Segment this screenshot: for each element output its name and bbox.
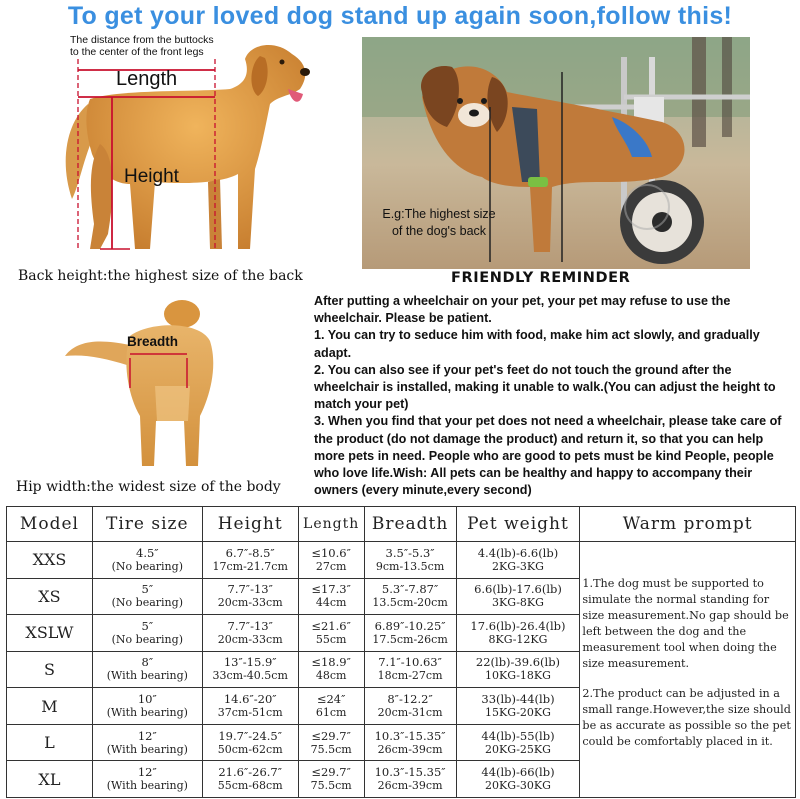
length-in: ≤18.9″ <box>311 655 351 670</box>
height-in: 21.6″-26.7″ <box>218 765 283 780</box>
tire-size: 8″ <box>141 655 154 670</box>
header-warm-prompt: Warm prompt <box>580 507 796 542</box>
photo-measure-note <box>364 206 514 240</box>
weight-cell <box>456 578 580 615</box>
length-cell <box>298 651 364 688</box>
breadth-in: 7.1″-10.63″ <box>378 655 442 670</box>
length-cell <box>298 615 364 652</box>
measure-note-line-1: The distance from the buttocks <box>70 34 214 46</box>
tire-cell <box>92 688 202 725</box>
model-cell: XS <box>7 578 93 615</box>
warm-prompt-1: 1.The dog must be supported to simulate the normal standing for size measurement.No gap should be left between the dog and the measurement tool when doing the size measurement. <box>582 576 789 670</box>
length-cm: 75.5cm <box>310 779 352 793</box>
length-cm: 48cm <box>315 669 347 683</box>
reminder-paragraph: After putting a wheelchair on your pet, your pet may refuse to use the wheelchair. Please be patient. <box>314 294 731 326</box>
length-cm: 27cm <box>315 559 347 573</box>
header-tire-size: Tire size <box>92 507 202 542</box>
breadth-cell <box>364 542 456 579</box>
reminder-text <box>314 293 792 499</box>
model-cell: M <box>7 688 93 725</box>
tire-bearing: (No bearing) <box>111 596 183 610</box>
height-in: 7.7″-13″ <box>227 618 273 633</box>
weight-kg: 3KG-8KG <box>492 596 544 610</box>
tire-bearing: (No bearing) <box>111 632 183 646</box>
weight-cell <box>456 761 580 798</box>
weight-kg: 2KG-3KG <box>492 559 544 573</box>
breadth-in: 10.3″-15.35″ <box>374 728 446 743</box>
model-cell: XXS <box>7 542 93 579</box>
breadth-cell <box>364 724 456 761</box>
tire-bearing: (No bearing) <box>111 559 183 573</box>
reminder-paragraph: 2. You can also see if your pet's feet do not touch the ground after the wheelchair is installed, making it unable to walk.(You can adjust the height to match your pet) <box>314 362 776 412</box>
breadth-cell <box>364 578 456 615</box>
height-cell <box>202 651 298 688</box>
weight-lb: 44(lb)-66(lb) <box>481 765 555 780</box>
height-cell <box>202 578 298 615</box>
weight-lb: 22(lb)-39.6(lb) <box>475 655 561 670</box>
header-breadth: Breadth <box>364 507 456 542</box>
weight-lb: 17.6(lb)-26.4(lb) <box>470 618 566 633</box>
height-cell <box>202 724 298 761</box>
header-pet-weight: Pet weight <box>456 507 580 542</box>
header-length: Length <box>298 507 364 542</box>
breadth-in: 10.3″-15.35″ <box>374 765 446 780</box>
size-table <box>6 506 796 798</box>
height-in: 19.7″-24.5″ <box>218 728 283 743</box>
length-in: ≤29.7″ <box>311 728 351 743</box>
weight-lb: 44(lb)-55(lb) <box>481 728 555 743</box>
length-cm: 55cm <box>315 632 347 646</box>
weight-lb: 33(lb)-44(lb) <box>481 692 555 707</box>
breadth-cm: 26cm-39cm <box>377 742 443 756</box>
weight-cell <box>456 615 580 652</box>
reminder-title: FRIENDLY REMINDER <box>451 270 631 286</box>
height-cell <box>202 688 298 725</box>
tire-cell <box>92 651 202 688</box>
tire-size: 5″ <box>141 582 154 597</box>
model-cell: XL <box>7 761 93 798</box>
tire-size: 12″ <box>137 728 157 743</box>
tire-bearing: (With bearing) <box>106 706 188 720</box>
weight-cell <box>456 724 580 761</box>
model-cell: L <box>7 724 93 761</box>
warm-prompt-cell <box>580 542 796 798</box>
photo-note-line-1: E.g:The highest size <box>382 207 496 221</box>
height-cm: 17cm-21.7cm <box>212 559 288 573</box>
tire-bearing: (With bearing) <box>106 779 188 793</box>
reminder-paragraph: 3. When you find that your pet does not need a wheelchair, please take care of the product (do not damage the product) and return it, so that you can help more pets in need. People who are good to pets must be kind People, people who love life.Wish: All pets can be healthy and happy to accompany their owners (every minute,every second) <box>314 414 782 498</box>
breadth-cell <box>364 651 456 688</box>
weight-lb: 4.4(lb)-6.6(lb) <box>477 545 559 560</box>
height-cm: 55cm-68cm <box>217 779 283 793</box>
length-cell <box>298 542 364 579</box>
tire-cell <box>92 578 202 615</box>
length-label: Length <box>116 68 178 90</box>
weight-kg: 8KG-12KG <box>488 632 548 646</box>
tire-bearing: (With bearing) <box>106 742 188 756</box>
dog-rear-view-illustration <box>60 296 220 476</box>
length-in: ≤21.6″ <box>311 618 351 633</box>
breadth-cell <box>364 688 456 725</box>
weight-kg: 10KG-18KG <box>485 669 551 683</box>
breadth-in: 6.89″-10.25″ <box>374 618 446 633</box>
weight-lb: 6.6(lb)-17.6(lb) <box>474 582 562 597</box>
length-cell <box>298 688 364 725</box>
photo-note-line-2: of the dog's back <box>391 224 487 238</box>
header-height: Height <box>202 507 298 542</box>
length-cell <box>298 724 364 761</box>
height-cell <box>202 542 298 579</box>
height-in: 7.7″-13″ <box>227 582 273 597</box>
height-cm: 20cm-33cm <box>217 632 283 646</box>
breadth-in: 5.3″-7.87″ <box>381 582 439 597</box>
header-model: Model <box>7 507 93 542</box>
measure-note-line-2: to the center of the front legs <box>70 46 204 58</box>
length-cell <box>298 578 364 615</box>
height-cell <box>202 761 298 798</box>
weight-cell <box>456 542 580 579</box>
breadth-in: 3.5″-5.3″ <box>385 545 435 560</box>
breadth-cell <box>364 615 456 652</box>
tire-size: 12″ <box>137 765 157 780</box>
height-cm: 20cm-33cm <box>217 596 283 610</box>
reminder-paragraph: 1. You can try to seduce him with food, make him act slowly, and gradually adapt. <box>314 328 760 360</box>
back-height-caption: Back height:the highest size of the back <box>18 268 303 284</box>
length-in: ≤17.3″ <box>311 582 351 597</box>
height-in: 6.7″-8.5″ <box>225 545 275 560</box>
length-in: ≤29.7″ <box>311 765 351 780</box>
tire-bearing: (With bearing) <box>106 669 188 683</box>
tire-cell <box>92 615 202 652</box>
height-label: Height <box>124 166 179 187</box>
breadth-label: Breadth <box>127 334 179 349</box>
length-cm: 44cm <box>315 596 347 610</box>
tire-size: 10″ <box>137 692 157 707</box>
tire-cell <box>92 761 202 798</box>
breadth-cm: 17.5cm-26cm <box>372 632 448 646</box>
tire-size: 4.5″ <box>136 545 159 560</box>
breadth-cm: 9cm-13.5cm <box>375 559 445 573</box>
length-cm: 61cm <box>315 706 347 720</box>
weight-kg: 20KG-25KG <box>485 742 551 756</box>
table-header-row <box>7 507 796 542</box>
model-cell: XSLW <box>7 615 93 652</box>
tire-cell <box>92 542 202 579</box>
weight-kg: 15KG-20KG <box>485 706 551 720</box>
breadth-cm: 18cm-27cm <box>377 669 443 683</box>
model-cell: S <box>7 651 93 688</box>
warm-prompt-2: 2.The product can be adjusted in a small range.However,the size should be as accurate as possible so the pet could be comfortably placed in it. <box>582 686 791 748</box>
breadth-cell <box>364 761 456 798</box>
golden-retriever-side-illustration <box>60 34 320 269</box>
breadth-cm: 26cm-39cm <box>377 779 443 793</box>
height-in: 13″-15.9″ <box>223 655 277 670</box>
length-in: ≤24″ <box>316 692 346 707</box>
breadth-in: 8″-12.2″ <box>387 692 433 707</box>
headline: To get your loved dog stand up again soon,follow this! <box>67 2 733 30</box>
height-cm: 37cm-51cm <box>217 706 283 720</box>
tire-size: 5″ <box>141 618 154 633</box>
hip-width-caption: Hip width:the widest size of the body <box>16 479 281 495</box>
height-in: 14.6″-20″ <box>223 692 277 707</box>
table-row <box>7 542 796 579</box>
measurement-note <box>70 34 214 58</box>
tire-cell <box>92 724 202 761</box>
height-cm: 50cm-62cm <box>217 742 283 756</box>
weight-cell <box>456 651 580 688</box>
weight-kg: 20KG-30KG <box>485 779 551 793</box>
length-cm: 75.5cm <box>310 742 352 756</box>
length-cell <box>298 761 364 798</box>
length-in: ≤10.6″ <box>311 545 351 560</box>
height-cm: 33cm-40.5cm <box>212 669 288 683</box>
breadth-cm: 20cm-31cm <box>377 706 443 720</box>
breadth-cm: 13.5cm-20cm <box>372 596 448 610</box>
height-cell <box>202 615 298 652</box>
weight-cell <box>456 688 580 725</box>
